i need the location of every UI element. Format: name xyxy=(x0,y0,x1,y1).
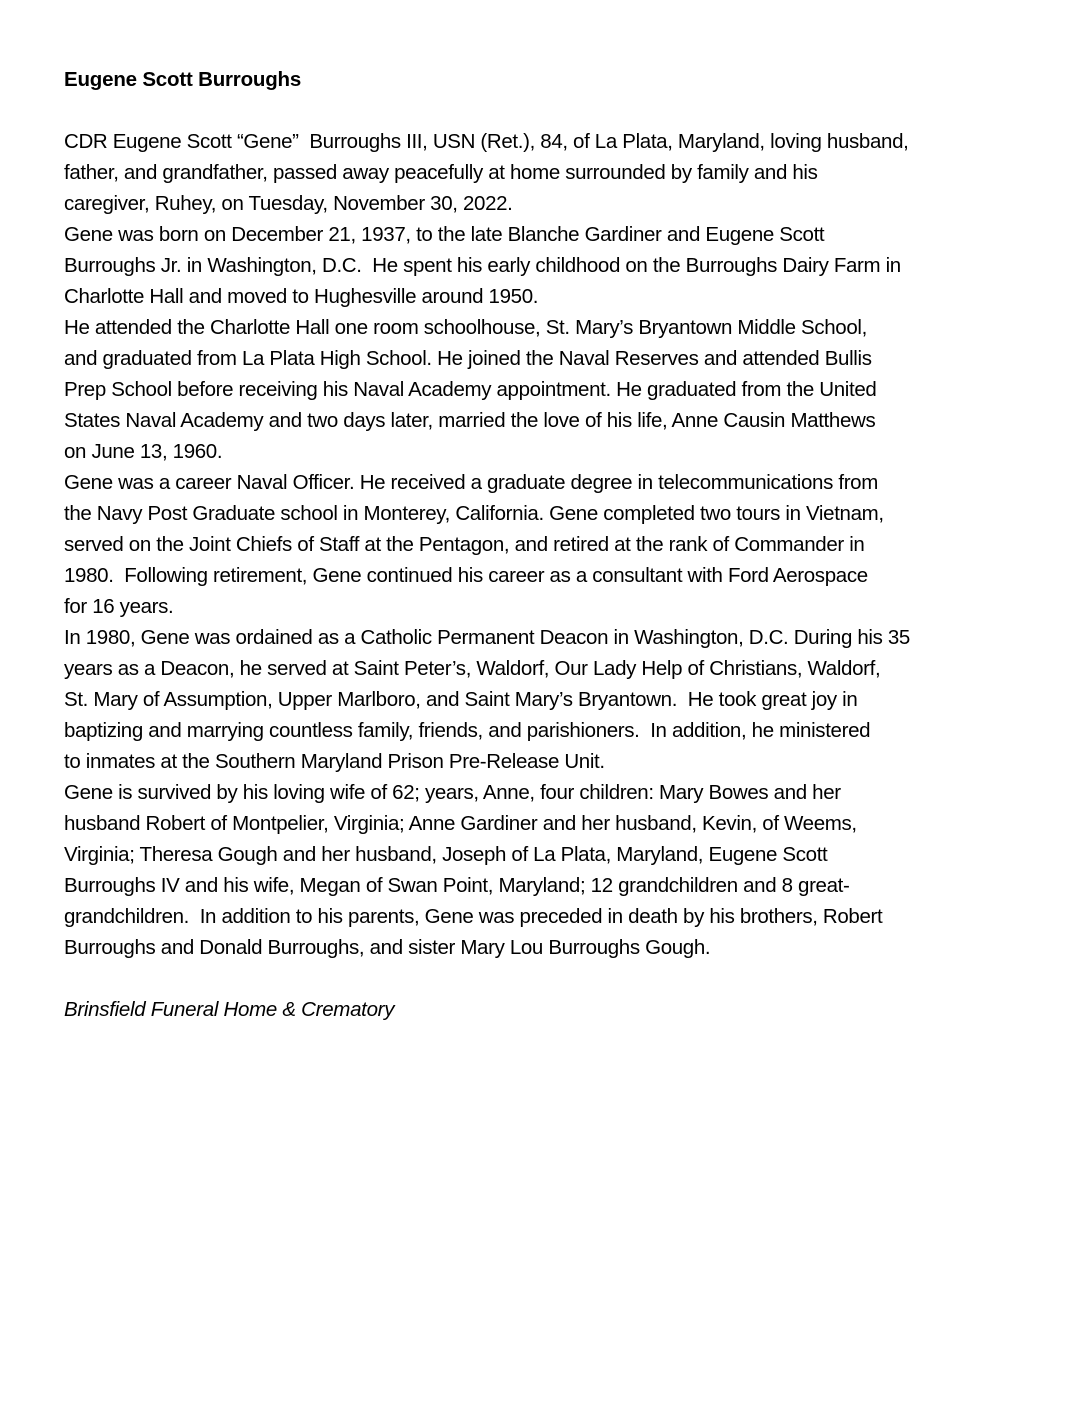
text-line: grandchildren. In addition to his parents, Gene was preceded in death by his brothers, Robert xyxy=(64,905,883,928)
paragraph-death-announcement xyxy=(64,126,1044,219)
text-line: Burroughs and Donald Burroughs, and sister Mary Lou Burroughs Gough. xyxy=(64,936,711,959)
text-line: Virginia; Theresa Gough and her husband, Joseph of La Plata, Maryland, Eugene Scott xyxy=(64,843,828,866)
text-line: St. Mary of Assumption, Upper Marlboro, and Saint Mary’s Bryantown. He took great joy in xyxy=(64,688,858,711)
text-line: and graduated from La Plata High School. He joined the Naval Reserves and attended Bullis xyxy=(64,347,872,370)
blank-line xyxy=(64,95,1044,126)
text-line: Gene was a career Naval Officer. He received a graduate degree in telecommunications from xyxy=(64,471,878,494)
text-line: Prep School before receiving his Naval Academy appointment. He graduated from the United xyxy=(64,378,877,401)
text-line: Burroughs IV and his wife, Megan of Swan Point, Maryland; 12 grandchildren and 8 great- xyxy=(64,874,850,897)
text-line: husband Robert of Montpelier, Virginia; Anne Gardiner and her husband, Kevin, of Weems, xyxy=(64,812,857,835)
text-line: 1980. Following retirement, Gene continued his career as a consultant with Ford Aerospace xyxy=(64,564,868,587)
paragraph-deacon-ministry xyxy=(64,622,1044,777)
blank-line xyxy=(64,963,1044,994)
paragraph-naval-career xyxy=(64,467,1044,622)
funeral-home-credit: Brinsfield Funeral Home & Crematory xyxy=(64,998,395,1021)
text-line: Gene is survived by his loving wife of 62; years, Anne, four children: Mary Bowes and her xyxy=(64,781,841,804)
text-line: father, and grandfather, passed away peacefully at home surrounded by family and his xyxy=(64,161,818,184)
text-line: to inmates at the Southern Maryland Prison Pre-Release Unit. xyxy=(64,750,605,773)
text-line: served on the Joint Chiefs of Staff at the Pentagon, and retired at the rank of Commander in xyxy=(64,533,865,556)
text-line: the Navy Post Graduate school in Monterey, California. Gene completed two tours in Vietnam, xyxy=(64,502,884,525)
text-line: on June 13, 1960. xyxy=(64,440,223,463)
text-line: for 16 years. xyxy=(64,595,174,618)
text-line: CDR Eugene Scott “Gene” Burroughs III, USN (Ret.), 84, of La Plata, Maryland, loving husband, xyxy=(64,130,909,153)
document-title: Eugene Scott Burroughs xyxy=(64,68,302,91)
paragraph-survivors xyxy=(64,777,1044,963)
text-line: baptizing and marrying countless family, friends, and parishioners. In addition, he ministered xyxy=(64,719,871,742)
text-line: Gene was born on December 21, 1937, to the late Blanche Gardiner and Eugene Scott xyxy=(64,223,825,246)
text-line: In 1980, Gene was ordained as a Catholic Permanent Deacon in Washington, D.C. During his 35 xyxy=(64,626,910,649)
text-line: years as a Deacon, he served at Saint Peter’s, Waldorf, Our Lady Help of Christians, Waldorf, xyxy=(64,657,881,680)
text-line: He attended the Charlotte Hall one room schoolhouse, St. Mary’s Bryantown Middle School, xyxy=(64,316,867,339)
text-line: caregiver, Ruhey, on Tuesday, November 30, 2022. xyxy=(64,192,513,215)
paragraph-education-marriage xyxy=(64,312,1044,467)
text-line: Burroughs Jr. in Washington, D.C. He spent his early childhood on the Burroughs Dairy Farm in xyxy=(64,254,901,277)
text-line: States Naval Academy and two days later, married the love of his life, Anne Causin Matthews xyxy=(64,409,876,432)
paragraph-birth-childhood xyxy=(64,219,1044,312)
document-page xyxy=(64,64,1044,1025)
text-line: Charlotte Hall and moved to Hughesville around 1950. xyxy=(64,285,539,308)
